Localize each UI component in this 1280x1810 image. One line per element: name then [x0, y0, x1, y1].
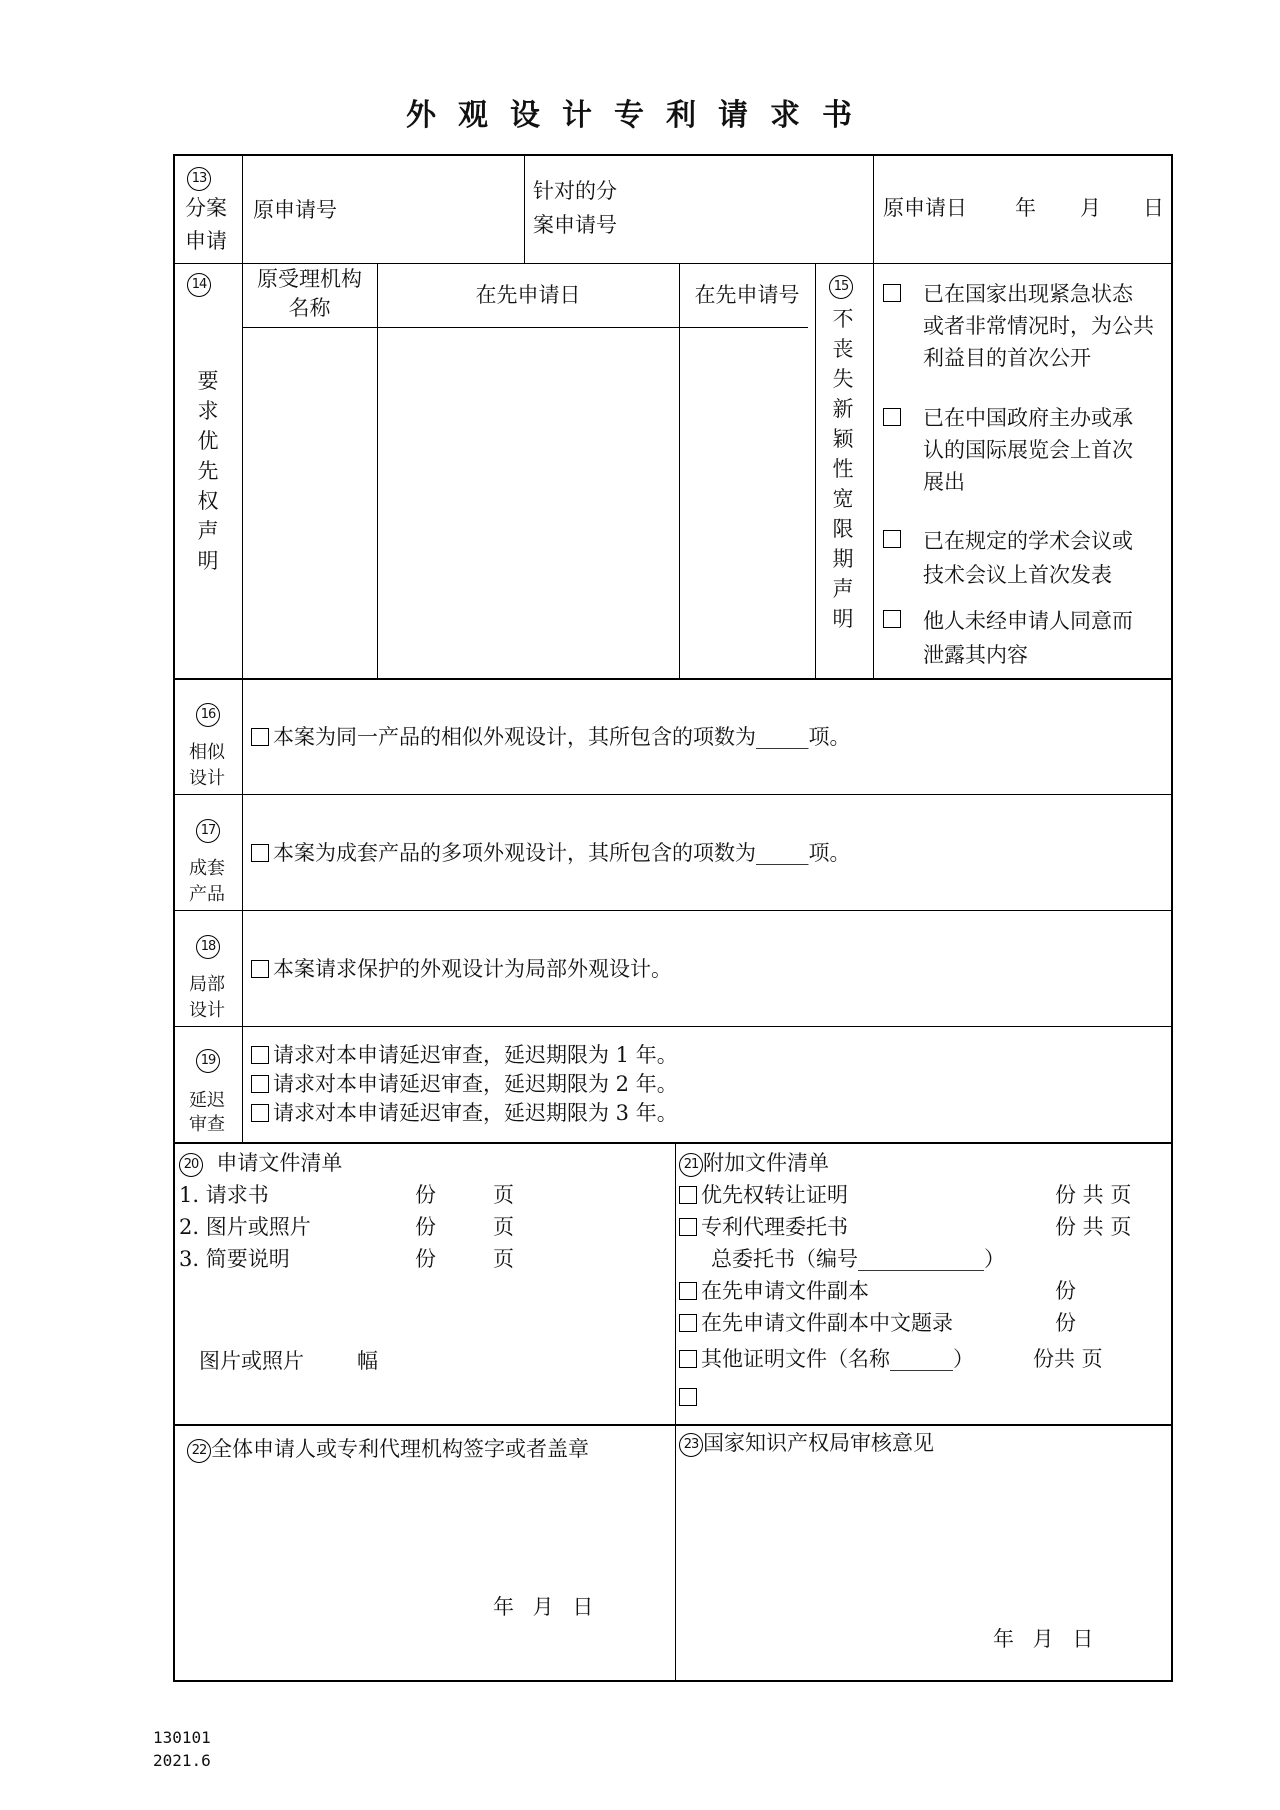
section-19-label1: 延迟 — [189, 1090, 225, 1111]
divider — [524, 156, 525, 263]
orig-app-date-label: 原申请日 — [883, 196, 967, 220]
target-app-no-label-line2: 案申请号 — [533, 213, 617, 237]
divider — [175, 910, 1171, 911]
doc-item-3-name: 3. 简要说明 — [179, 1247, 290, 1271]
attach-item-1[interactable]: 优先权转让证明 — [679, 1180, 848, 1210]
divider — [815, 263, 816, 678]
checkbox[interactable] — [679, 1282, 697, 1300]
grace-option-2-text: 已在中国政府主办或承 认的国际展览会上首次 展出 — [923, 406, 1133, 494]
deferral-option-3[interactable]: 请求对本申请延迟审查，延迟期限为 3 年。 — [251, 1098, 678, 1128]
grace-option-3-text: 已在规定的学术会议或 技术会议上首次发表 — [923, 529, 1133, 587]
checkbox[interactable] — [883, 610, 901, 628]
page-title: 外观设计专利请求书 — [406, 98, 874, 133]
checkbox[interactable] — [251, 1104, 269, 1122]
doc-item-1-copies: 份 — [415, 1183, 436, 1207]
section-18-label2: 设计 — [189, 1000, 225, 1021]
divider — [175, 678, 1171, 680]
section-23-date: 年 月 日 — [993, 1627, 1094, 1651]
divider — [242, 327, 808, 328]
divider — [675, 1142, 676, 1682]
section-14-number: 14 — [187, 268, 211, 298]
attach-item-4-count: 份 — [1055, 1311, 1076, 1335]
month-label: 月 — [1080, 196, 1101, 220]
checkbox[interactable] — [251, 728, 269, 746]
attach-item-5[interactable]: 其他证明文件（名称______） — [679, 1344, 974, 1374]
request-form — [173, 154, 1173, 1682]
general-power-of-attorney: 总委托书（编号____________） — [711, 1247, 1005, 1271]
divider — [679, 263, 680, 678]
set-product-option[interactable]: 本案为成套产品的多项外观设计，其所包含的项数为_____项。 — [251, 838, 851, 868]
divider — [873, 263, 874, 678]
section-17-number: 17 — [196, 814, 220, 844]
checkbox[interactable] — [679, 1314, 697, 1332]
day-label: 日 — [1143, 196, 1164, 220]
grace-option-1-text: 已在国家出现紧急状态 或者非常情况时，为公共 利益目的首次公开 — [923, 282, 1154, 370]
attach-item-blank[interactable] — [679, 1382, 701, 1412]
section-19-label2: 审查 — [189, 1114, 225, 1135]
divider — [377, 263, 378, 678]
form-version: 2021.6 — [153, 1751, 211, 1770]
section-19-number: 19 — [196, 1044, 220, 1074]
checkbox[interactable] — [679, 1388, 697, 1406]
section-16-number: 16 — [196, 698, 220, 728]
section-18-number: 18 — [196, 930, 220, 960]
checkbox[interactable] — [883, 284, 901, 302]
doc-item-3-pages: 页 — [493, 1247, 514, 1271]
frames-label: 幅 — [357, 1349, 378, 1373]
col-org-line1: 原受理机构 — [257, 267, 362, 291]
section-16-label1: 相似 — [189, 742, 225, 763]
section-21-header: 21 附加文件清单 — [679, 1148, 829, 1178]
section-23-header: 23 国家知识产权局审核意见 — [679, 1428, 934, 1458]
pictures-label: 图片或照片 — [199, 1349, 304, 1373]
attach-item-3-count: 份 — [1055, 1279, 1076, 1303]
target-app-no-label-line1: 针对的分 — [533, 179, 617, 203]
attach-item-2-count: 份 共 页 — [1055, 1215, 1132, 1239]
divider — [175, 1424, 1171, 1426]
doc-item-2-copies: 份 — [415, 1215, 436, 1239]
section-15-label: 不丧失新颖性宽限期声明 — [832, 307, 854, 631]
section-17-label2: 产品 — [189, 884, 225, 905]
attach-item-3[interactable]: 在先申请文件副本 — [679, 1276, 869, 1306]
checkbox[interactable] — [251, 1046, 269, 1064]
col-org-line2: 名称 — [288, 296, 331, 320]
grace-option-4[interactable] — [883, 604, 905, 634]
section-15-number: 15 — [829, 270, 853, 300]
section-18-label1: 局部 — [189, 974, 225, 995]
attach-item-1-count: 份 共 页 — [1055, 1183, 1132, 1207]
doc-item-2-pages: 页 — [493, 1215, 514, 1239]
checkbox[interactable] — [251, 1075, 269, 1093]
grace-option-3[interactable] — [883, 524, 905, 554]
checkbox[interactable] — [679, 1350, 697, 1368]
divider — [175, 794, 1171, 795]
doc-item-2-name: 2. 图片或照片 — [179, 1215, 311, 1239]
divider — [242, 156, 243, 678]
deferral-option-1[interactable]: 请求对本申请延迟审查，延迟期限为 1 年。 — [251, 1040, 678, 1070]
section-17-label1: 成套 — [189, 858, 225, 879]
section-22-date: 年 月 日 — [493, 1595, 594, 1619]
attach-item-4[interactable]: 在先申请文件副本中文题录 — [679, 1308, 953, 1338]
form-code: 130101 — [153, 1728, 211, 1747]
orig-app-no-label: 原申请号 — [253, 198, 337, 222]
section-14-label: 要求优先权声明 — [197, 369, 219, 573]
section-13-label: 分案申请 — [185, 196, 227, 253]
checkbox[interactable] — [251, 960, 269, 978]
grace-option-1[interactable] — [883, 278, 905, 308]
divider — [175, 1026, 1171, 1027]
doc-item-3-copies: 份 — [415, 1247, 436, 1271]
section-13-number: 13 — [187, 162, 211, 192]
divider — [175, 1142, 1171, 1144]
divider — [873, 156, 874, 263]
checkbox[interactable] — [679, 1218, 697, 1236]
partial-design-option[interactable]: 本案请求保护的外观设计为局部外观设计。 — [251, 954, 672, 984]
section-22-header: 22 全体申请人或专利代理机构签字或者盖章 — [187, 1434, 589, 1464]
checkbox[interactable] — [883, 408, 901, 426]
section-16-label2: 设计 — [189, 768, 225, 789]
section-20-header: 20 申请文件清单 — [179, 1148, 342, 1178]
checkbox[interactable] — [251, 844, 269, 862]
doc-item-1-name: 1. 请求书 — [179, 1183, 269, 1207]
doc-item-1-pages: 页 — [493, 1183, 514, 1207]
checkbox[interactable] — [679, 1186, 697, 1204]
col-prior-date: 在先申请日 — [475, 283, 581, 307]
grace-option-4-text: 他人未经申请人同意而 泄露其内容 — [923, 609, 1133, 667]
attach-item-2[interactable]: 专利代理委托书 — [679, 1212, 848, 1242]
deferral-option-2[interactable]: 请求对本申请延迟审查，延迟期限为 2 年。 — [251, 1069, 678, 1099]
year-label: 年 — [1015, 196, 1036, 220]
attach-item-5-count: 份共 页 — [1033, 1347, 1103, 1371]
col-prior-no: 在先申请号 — [694, 283, 800, 307]
divider — [242, 678, 243, 1142]
similar-design-option[interactable]: 本案为同一产品的相似外观设计，其所包含的项数为_____项。 — [251, 722, 851, 752]
checkbox[interactable] — [883, 530, 901, 548]
grace-option-2[interactable] — [883, 402, 905, 432]
